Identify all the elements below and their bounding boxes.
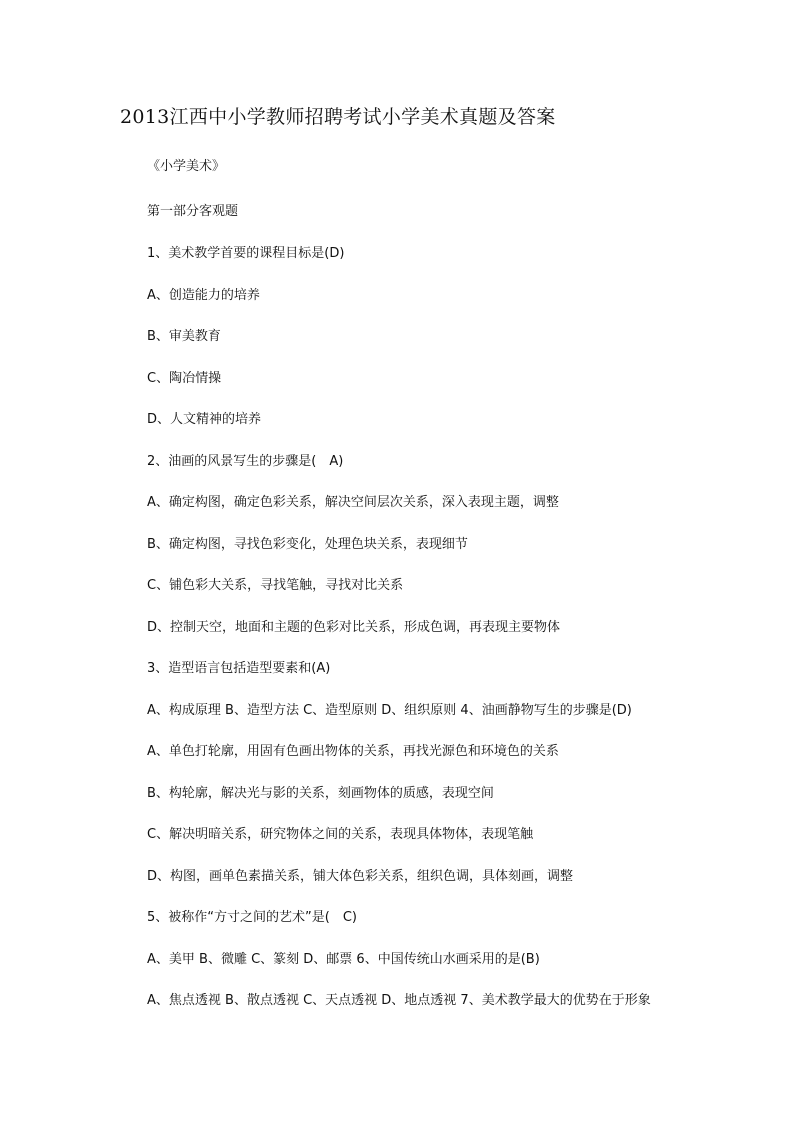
text-line: A、确定构图，确定色彩关系，解决空间层次关系，深入表现主题，调整 (147, 495, 559, 510)
text-line: C、陶冶情操 (147, 371, 222, 386)
text-line: 1、美术教学首要的课程目标是(D) (147, 246, 345, 261)
text-line: A、美甲 B、微雕 C、篆刻 D、邮票 6、中国传统山水画采用的是(B) (147, 952, 540, 967)
text-line: D、人文精神的培养 (147, 412, 262, 427)
text-line: C、解决明暗关系，研究物体之间的关系，表现具体物体，表现笔触 (147, 827, 534, 842)
text-line: D、构图，画单色素描关系，铺大体色彩关系，组织色调，具体刻画，调整 (147, 869, 574, 884)
text-line: 3、造型语言包括造型要素和(A) (147, 661, 331, 676)
text-line: A、焦点透视 B、散点透视 C、天点透视 D、地点透视 7、美术教学最大的优势在于形象 (147, 993, 651, 1008)
text-line: B、确定构图，寻找色彩变化，处理色块关系，表现细节 (147, 537, 468, 552)
text-line: 5、被称作“方寸之间的艺术”是( C) (147, 910, 357, 925)
text-line: B、审美教育 (147, 329, 221, 344)
text-line: 2、油画的风景写生的步骤是( A) (147, 454, 344, 469)
text-line: D、控制天空，地面和主题的色彩对比关系，形成色调，再表现主要物体 (147, 620, 561, 635)
text-line: 《小学美术》 (147, 159, 226, 174)
document-title: 2013江西中小学教师招聘考试小学美术真题及答案 (120, 106, 556, 128)
text-line: 第一部分客观题 (147, 204, 239, 219)
text-line: C、铺色彩大关系，寻找笔触，寻找对比关系 (147, 578, 404, 593)
text-line: A、单色打轮廓，用固有色画出物体的关系，再找光源色和环境色的关系 (147, 744, 559, 759)
text-line: B、构轮廓，解决光与影的关系，刻画物体的质感，表现空间 (147, 786, 494, 801)
text-line: A、构成原理 B、造型方法 C、造型原则 D、组织原则 4、油画静物写生的步骤是(D) (147, 703, 632, 718)
text-line: A、创造能力的培养 (147, 288, 260, 303)
